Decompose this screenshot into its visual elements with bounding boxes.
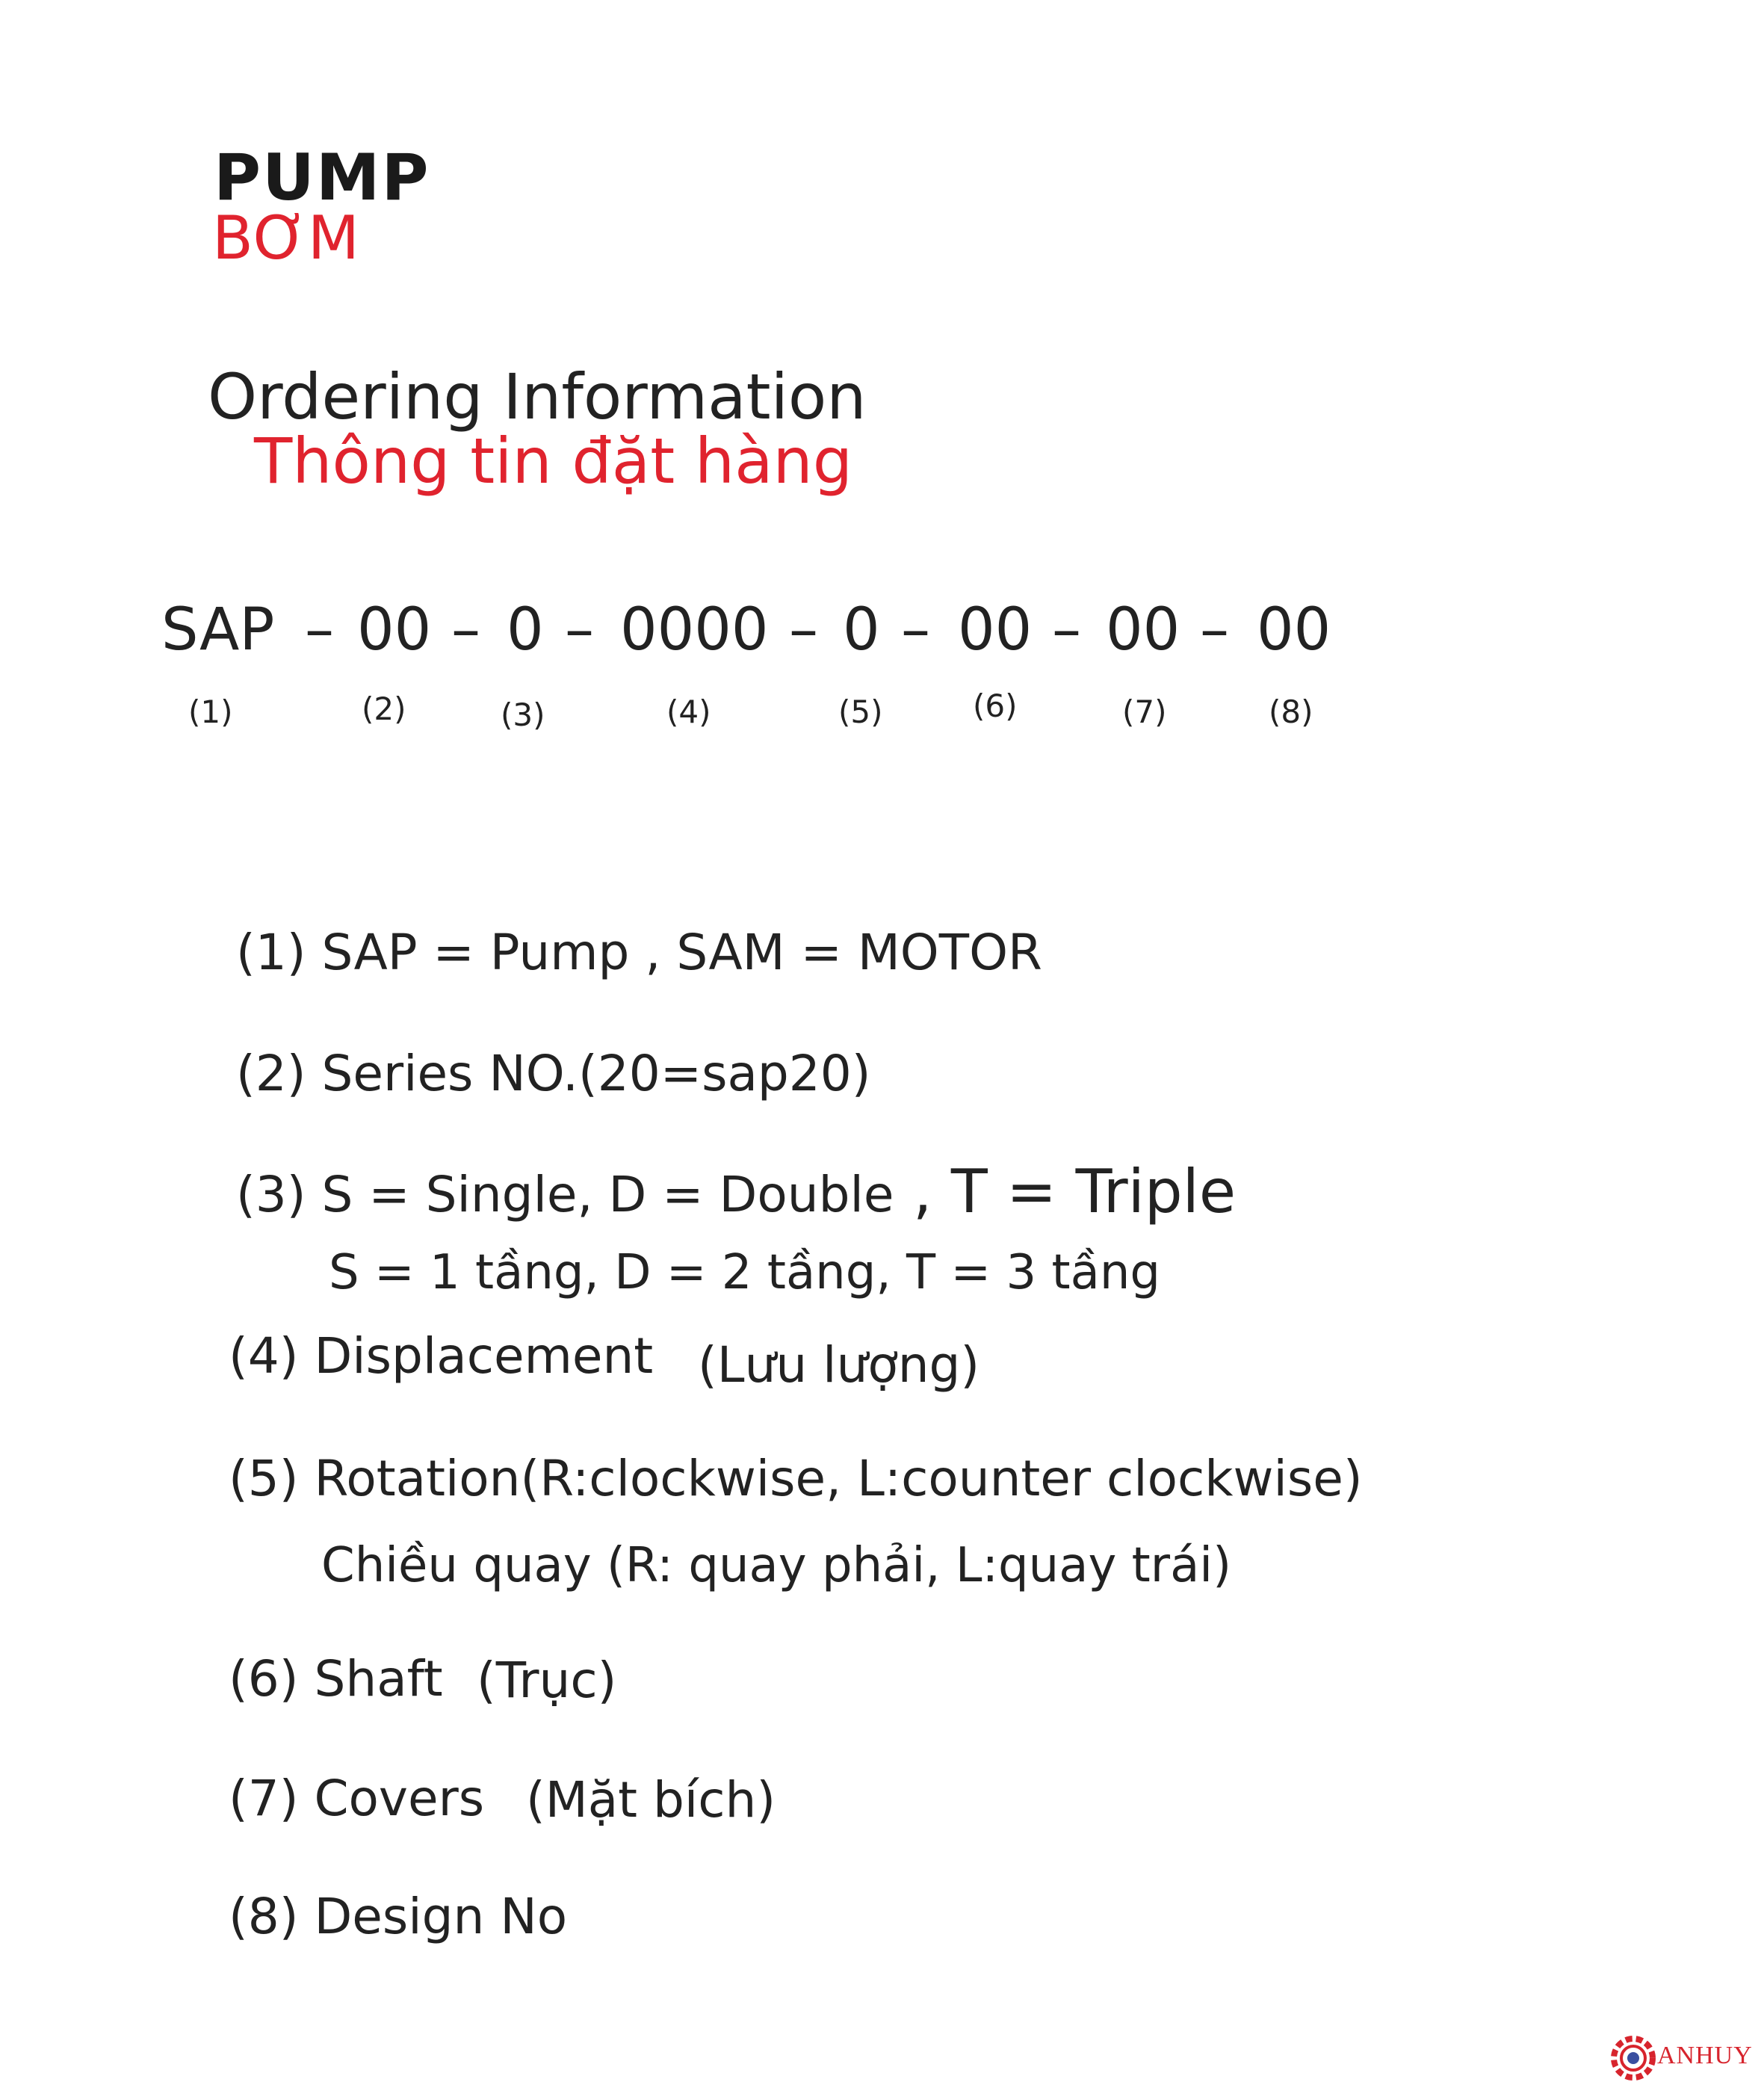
code-part: 0 xyxy=(507,596,544,664)
gear-icon xyxy=(1606,2025,1660,2085)
item-5-vi: Chiều quay (R: quay phải, L:quay trái) xyxy=(321,1538,1232,1593)
logo-text: ANHUY xyxy=(1657,2042,1753,2069)
code-dash: – xyxy=(901,596,930,664)
item-3: (3) S = Single, D = Double xyxy=(236,1166,894,1223)
item-7: (7) Covers xyxy=(229,1770,485,1827)
item-4: (4) Displacement xyxy=(229,1327,654,1385)
code-index: (2) xyxy=(362,691,406,727)
item-2: (2) Series NO.(20=sap20) xyxy=(236,1045,871,1102)
code-part: 0000 xyxy=(620,596,769,664)
title-vi: BƠM xyxy=(212,203,359,273)
item-4-vi: (Lưu lượng) xyxy=(698,1336,980,1394)
ordering-title-vi: Thông tin đặt hàng xyxy=(254,424,853,498)
code-index: (6) xyxy=(973,688,1018,724)
logo xyxy=(1606,2025,1753,2085)
item-5: (5) Rotation(R:clockwise, L:counter clockwise) xyxy=(229,1450,1363,1507)
code-dash: – xyxy=(451,596,480,664)
item-8: (8) Design No xyxy=(229,1888,568,1945)
code-index: (3) xyxy=(501,696,545,733)
code-dash: – xyxy=(305,596,334,664)
code-index: (4) xyxy=(666,694,711,730)
code-index: (7) xyxy=(1122,694,1167,730)
item-7-vi: (Mặt bích) xyxy=(526,1771,776,1829)
code-dash: – xyxy=(789,596,818,664)
item-3-triple: , T = Triple xyxy=(913,1157,1237,1226)
title-en: PUMP xyxy=(214,140,430,215)
ordering-title-en: Ordering Information xyxy=(208,360,867,433)
code-dash: – xyxy=(1200,596,1229,664)
code-dash: – xyxy=(1052,596,1081,664)
code-part: 0 xyxy=(843,596,880,664)
code-part: 00 xyxy=(357,596,432,664)
code-index: (5) xyxy=(838,694,883,730)
code-part: SAP xyxy=(161,596,275,664)
code-dash: – xyxy=(565,596,594,664)
code-index: (1) xyxy=(188,694,233,730)
item-1: (1) SAP = Pump , SAM = MOTOR xyxy=(236,924,1042,981)
code-part: 00 xyxy=(1106,596,1180,664)
item-6: (6) Shaft xyxy=(229,1650,443,1708)
item-6-vi: (Trục) xyxy=(477,1652,617,1709)
item-3-vi: S = 1 tầng, D = 2 tầng, T = 3 tầng xyxy=(329,1245,1160,1300)
code-index: (8) xyxy=(1269,694,1313,730)
code-part: 00 xyxy=(1257,596,1331,664)
code-part: 00 xyxy=(958,596,1033,664)
